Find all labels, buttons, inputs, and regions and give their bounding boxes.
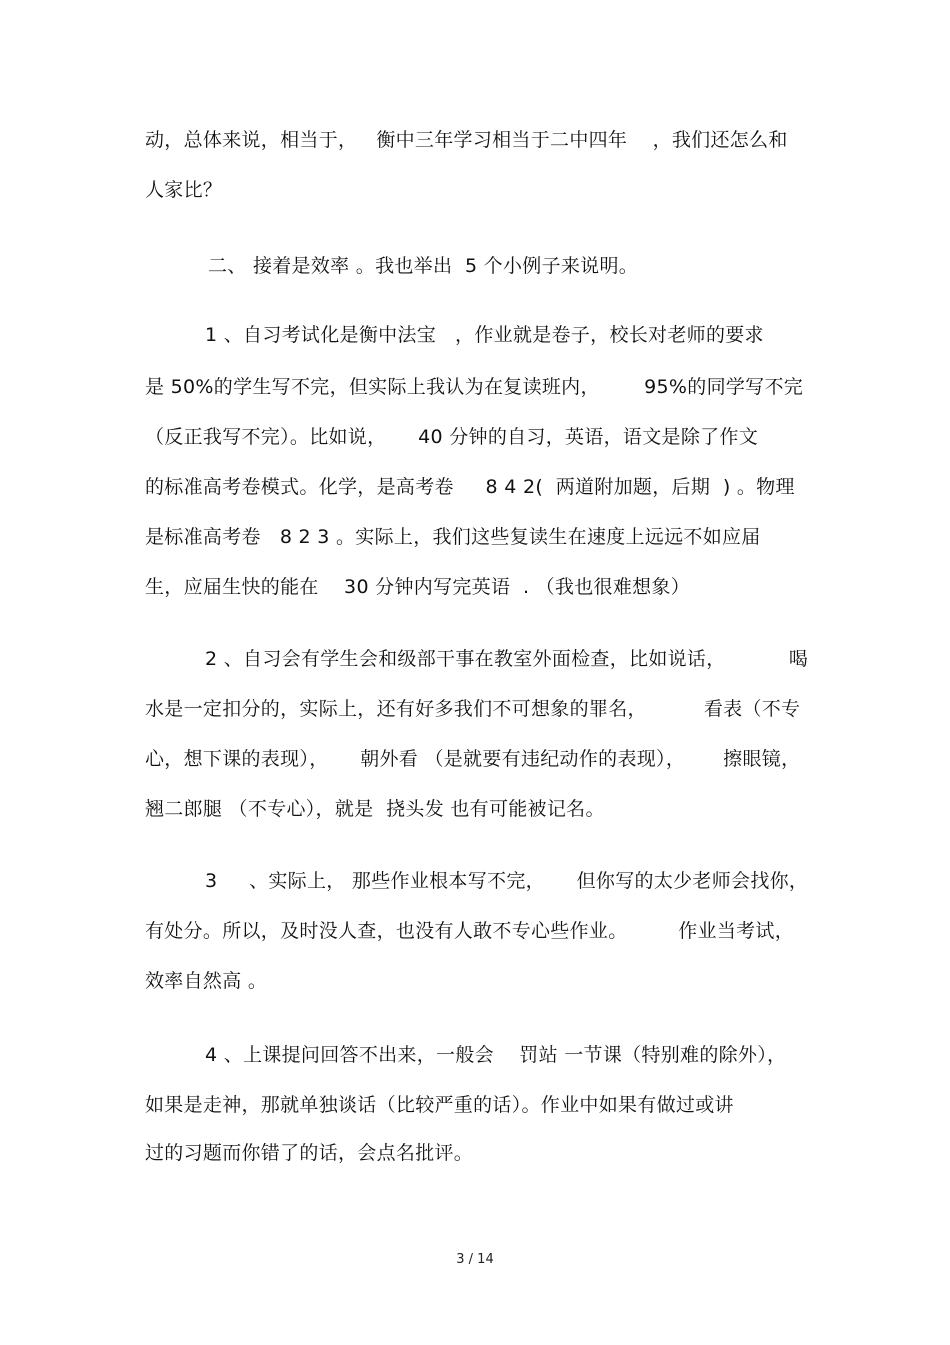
text-line: 心，想下课的表现）， 朝外看 （是就要有违纪动作的表现）， 擦眼镜， bbox=[145, 748, 801, 770]
text-line: 过的习题而你错了的话，会点名批评。 bbox=[145, 1142, 474, 1164]
text-line: 的标准高考卷模式。化学，是高考卷 8 4 2( 两道附加题，后期 ) 。物理 bbox=[145, 476, 795, 498]
text-line: 人家比？ bbox=[145, 179, 223, 201]
text-line: 有处分。所以，及时没人查，也没有人敢不专心些作业。 作业当考试， bbox=[145, 920, 795, 942]
text-line: 水是一定扣分的，实际上，还有好多我们不可想象的罪名， 看表（不专 bbox=[145, 698, 801, 720]
text-line: 4 、上课提问回答不出来，一般会 罚站 一节课（特别难的除外）， bbox=[205, 1044, 787, 1066]
text-line: （反正我写不完）。比如说， 40 分钟的自习，英语，语文是除了作文 bbox=[145, 426, 759, 448]
text-line: 生，应届生快的能在 30 分钟内写完英语 . （我也很难想象） bbox=[145, 576, 691, 598]
text-line: 是标准高考卷 8 2 3 。实际上，我们这些复读生在速度上远远不如应届 bbox=[145, 526, 761, 548]
text-line: 效率自然高 。 bbox=[145, 970, 268, 992]
text-line: 3 、实际上， 那些作业根本写不完， 但你写的太少老师会找你， bbox=[205, 870, 809, 892]
section-heading: 二、 接着是效率 。我也举出 5 个小例子来说明。 bbox=[208, 255, 639, 277]
text-line: 2 、自习会有学生会和级部干事在教室外面检查，比如说话， 喝 bbox=[205, 648, 809, 670]
text-line: 1 、自习考试化是衡中法宝 ，作业就是卷子，校长对老师的要求 bbox=[205, 324, 764, 346]
text-line: 翘二郎腿 （不专心），就是 挠头发 也有可能被记名。 bbox=[145, 798, 605, 820]
text-line: 是 50%的学生写不完，但实际上我认为在复读班内， 95%的同学写不完 bbox=[145, 376, 804, 398]
text-line: 如果是走神，那就单独谈话（比较严重的话）。作业中如果有做过或讲 bbox=[145, 1094, 734, 1116]
page-number: 3 / 14 bbox=[456, 1252, 494, 1267]
text-line: 动，总体来说，相当于， 衡中三年学习相当于二中四年 ，我们还怎么和 bbox=[145, 129, 788, 151]
